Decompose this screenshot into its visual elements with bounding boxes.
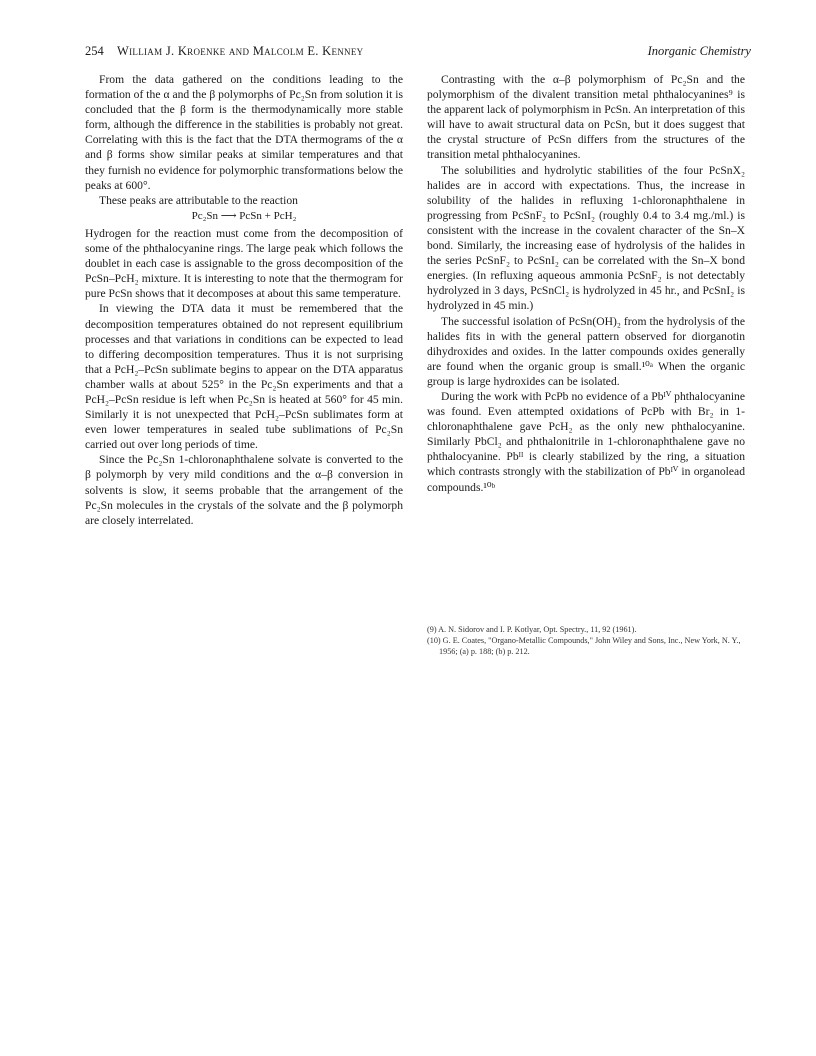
paragraph: Contrasting with the α–β polymorphism of Pc₂Sn and the polymorphism of the divalent transition metal phthalocyanines⁹ is the apparent lack of polymorphism in PcSn. An interpretation of this will have to await structural data on PcSn, but it does suggest that the crystal structure of PcSn differs from the structures of the transition metal phthalocyanines. [427,73,745,162]
paragraph: Hydrogen for the reaction must come from the decomposition of some of the phthalocyanine rings. The large peak which follows the doublet in each case is assignable to the gross decomposition of the PcSn–PcH₂ mixture. It is interesting to note that the thermogram for pure PcSn shows that it decomposes at about this same temperature. [85,226,403,301]
reference-9: (9) A. N. Sidorov and I. P. Kotlyar, Opt. Spectry., 11, 92 (1961). [427,625,637,634]
page-header [85,44,751,62]
right-column [427,72,745,495]
footnotes [427,624,752,657]
paragraph: The successful isolation of PcSn(OH)₂ from the hydrolysis of the halides fits in with the general pattern observed for diorganotin dihydroxides and oxides. In the latter compounds oxides generally are found when the organic group is small.¹⁰ᵃ When the organic group is large hydroxides can be isolated. [427,314,745,388]
reaction-equation: Pc₂Sn ⟶ PcSn + PcH₂ [191,209,297,222]
paragraph: In viewing the DTA data it must be remembered that the decomposition temperatures obtained do not represent equilibrium processes and that variations in conditions can be expected to lead to differing decomposition temperatures. Thus it is not surprising that a PcH₂–PcSn sublimate begins to appear on the DTA apparatus chamber walls at about 525° in the Pc₂Sn experiments and that a PcH₂–PcSn residue is left when Pc₂Sn is heated at 560° for 45 min. Similarly it is not unexpected that PcH₂–PcSn sublimates form at even lower temperatures in sealed tube sublimations of Pc₂Sn carried out over long periods of time. [85,302,403,452]
journal-title: Inorganic Chemistry [647,44,751,58]
page-number: 254 [85,44,104,58]
reference-10: (10) G. E. Coates, "Organo-Metallic Compounds," John Wiley and Sons, Inc., New York, N. Y., 1956; (a) p. 188; (b) p. 212. [427,636,741,656]
paragraph: During the work with PcPb no evidence of a Pbᴵⱽ phthalocyanine was found. Even attempted oxidations of PcPb with Br₂ in 1-chloronaphthalene gave PcH₂ as the only new phthalocyanine. Similarly PbCl₂ and phthalonitrile in 1-chloronaphthalene gave no phthalocyanine. Pbᴵᴵ is clearly stabilized by the ring, a situation which contrasts strongly with the stabilization of Pbᴵⱽ in organolead compounds.¹⁰ᵇ [427,389,745,494]
paragraph: The solubilities and hydrolytic stabilities of the four PcSnX₂ halides are in accord with expectations. Thus, the increase in solubility of the halides in refluxing 1-chloronaphthalene in progressing from PcSnF₂ to PcSnI₂ (roughly 0.4 to 3.4 mg./ml.) is consistent with the increase in the covalent character of the Sn–X bond. Similarly, the increasing ease of hydrolysis of the halides in the series PcSnF₂ to PcSnI₂ can be correlated with the Sn–X bond energies. (In refluxing aqueous ammonia PcSnF₂ is not detectably hydrolyzed in 3 days, PcSnCl₂ is hydrolyzed in 45 hr., and PcSnI₂ is hydrolyzed in 45 min.) [427,163,745,313]
paragraph: From the data gathered on the conditions leading to the formation of the α and the β polymorphs of Pc₂Sn from solution it is concluded that the β form is the thermodynamically more stable form, although the difference in the stabilities is probably not great. Correlating with this is the fact that the DTA thermograms of the α and β forms show similar peaks at similar temperatures and that they furnish no evidence for polymorphic transformations below the peaks at 600°. [85,73,403,192]
left-column [85,72,403,528]
paragraph: These peaks are attributable to the reaction [99,193,298,207]
running-authors: William J. Kroenke and Malcolm E. Kenney [117,44,364,58]
paragraph: Since the Pc₂Sn 1-chloronaphthalene solvate is converted to the β polymorph by very mild conditions and the α–β conversion in solvents is slow, it seems probable that the arrangement of the Pc₂Sn molecules in the crystals of the solvate and the β polymorph are closely interrelated. [85,453,403,527]
